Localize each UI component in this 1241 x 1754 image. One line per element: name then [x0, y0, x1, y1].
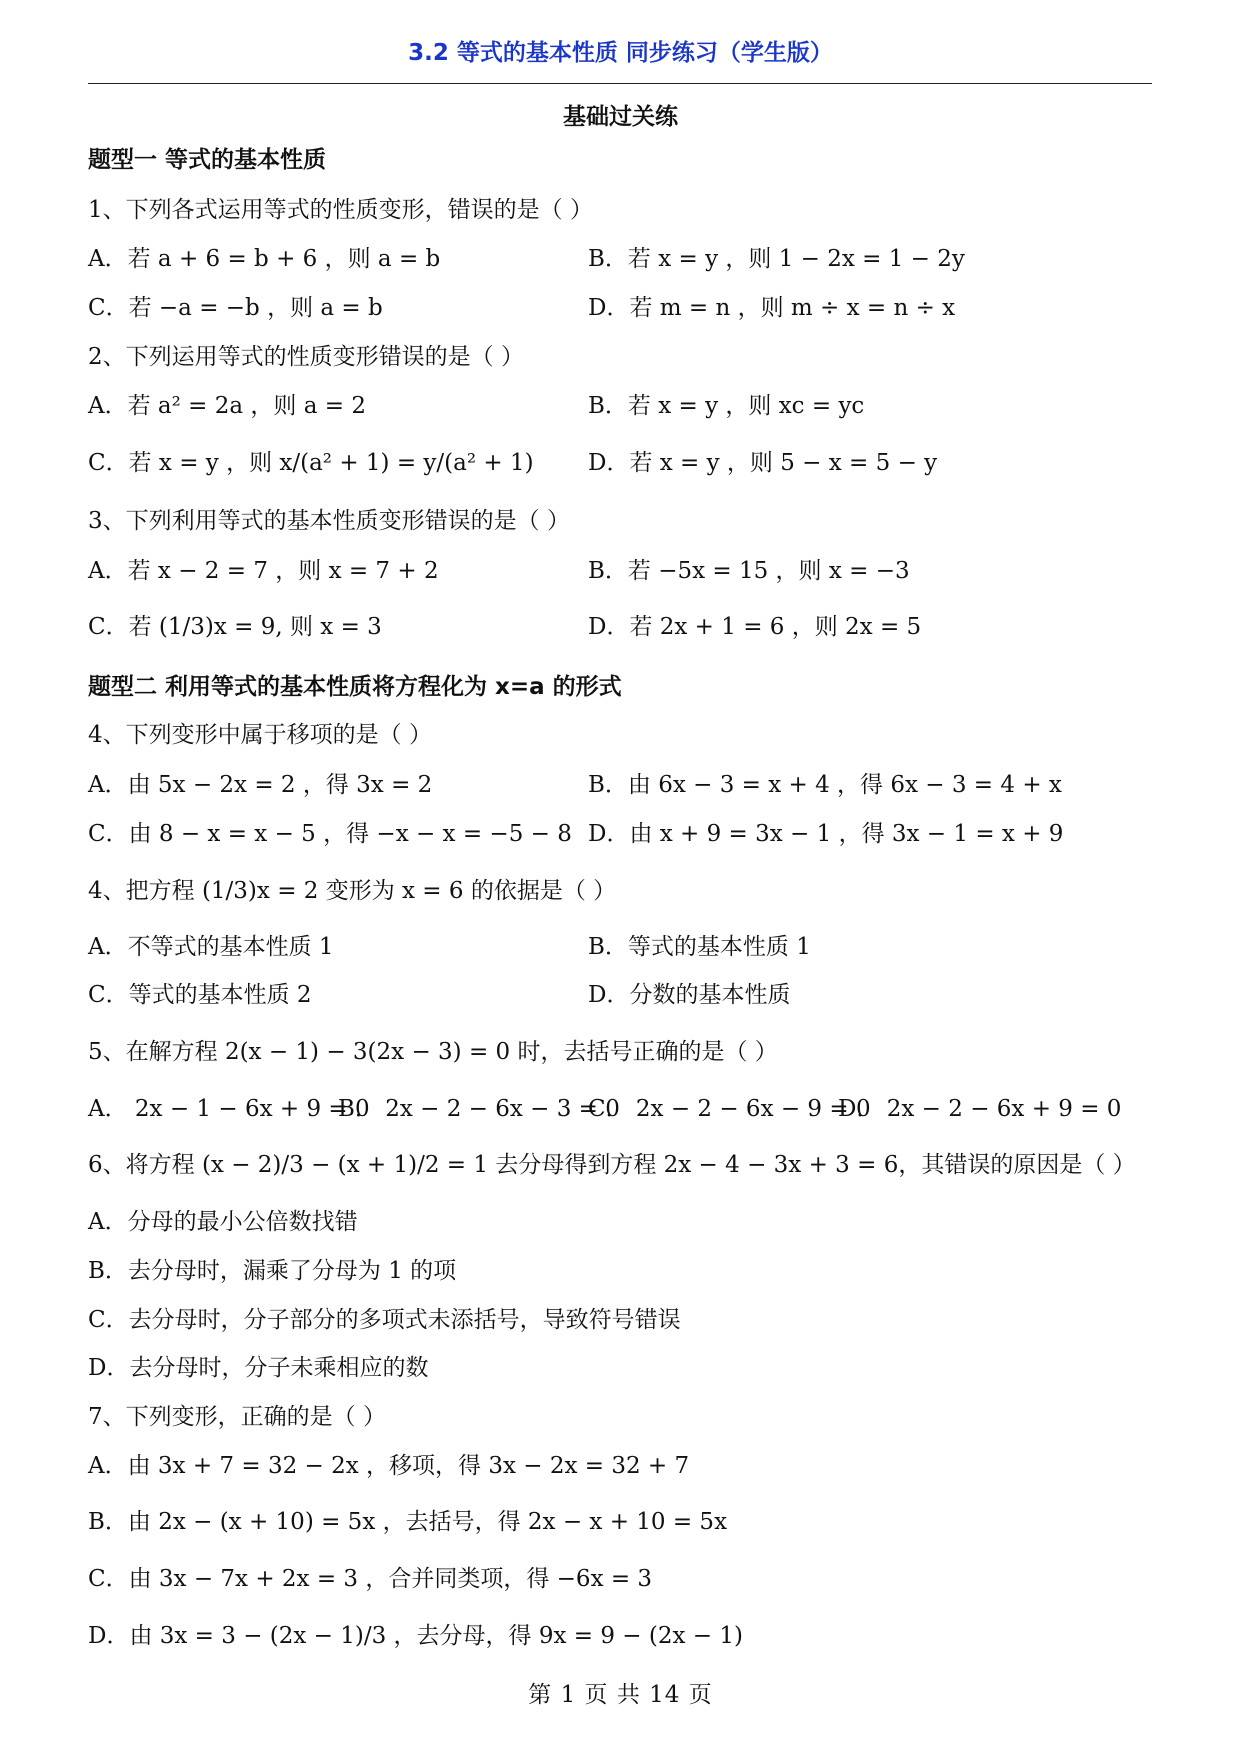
question-7-option-b: B．由 2x − (x + 10) = 5x ，去括号，得 2x − x + 10 = 5x	[88, 1509, 728, 1535]
question-6-option-b: B．去分母时，漏乘了分母为 1 的项	[88, 1258, 457, 1284]
question-6-stem: 6、将方程 (x − 2)/3 − (x + 1)/2 = 1 去分母得到方程 2x − 4 − 3x + 3 = 6，其错误的原因是（ ）	[88, 1152, 1136, 1178]
question-5-option-b: B． 2x − 2 − 6x − 3 = 0	[338, 1096, 620, 1122]
type-heading-1: 题型一 等式的基本性质	[88, 147, 327, 173]
question-4b-option-b: B．等式的基本性质 1	[588, 934, 811, 960]
question-6-option-c: C．去分母时，分子部分的多项式未添括号，导致符号错误	[88, 1307, 681, 1333]
question-7-stem: 7、下列变形，正确的是（ ）	[88, 1404, 386, 1430]
header-rule	[88, 83, 1152, 84]
question-1-option-c: C．若 −a = −b ，则 a = b	[88, 295, 383, 321]
question-4a-option-d: D．由 x + 9 = 3x − 1 ，得 3x − 1 = x + 9	[588, 821, 1064, 847]
question-4a-option-a: A．由 5x − 2x = 2 ，得 3x = 2	[88, 772, 433, 798]
question-1-option-a: A．若 a + 6 = b + 6 ，则 a = b	[88, 246, 441, 272]
question-3-option-a: A．若 x − 2 = 7 ，则 x = 7 + 2	[88, 558, 439, 584]
question-3-stem: 3、下列利用等式的基本性质变形错误的是（ ）	[88, 508, 570, 534]
question-4b-option-d: D．分数的基本性质	[588, 982, 791, 1008]
question-5-option-d: D． 2x − 2 − 6x + 9 = 0	[838, 1096, 1122, 1122]
question-4b-option-c: C．等式的基本性质 2	[88, 982, 312, 1008]
type-heading-2: 题型二 利用等式的基本性质将方程化为 x=a 的形式	[88, 674, 622, 700]
question-4a-stem: 4、下列变形中属于移项的是（ ）	[88, 722, 432, 748]
question-7-option-c: C．由 3x − 7x + 2x = 3 ，合并同类项，得 −6x = 3	[88, 1566, 653, 1592]
question-2-option-a: A．若 a² = 2a ，则 a = 2	[88, 393, 366, 419]
question-2-stem: 2、下列运用等式的性质变形错误的是（ ）	[88, 344, 524, 370]
question-7-option-d: D．由 3x = 3 − (2x − 1)/3 ，去分母，得 9x = 9 − (2x − 1)	[88, 1623, 743, 1649]
question-1-stem: 1、下列各式运用等式的性质变形，错误的是（ ）	[88, 197, 593, 223]
question-3-option-d: D．若 2x + 1 = 6 ，则 2x = 5	[588, 614, 922, 640]
question-2-option-c: C．若 x = y ，则 x/(a² + 1) = y/(a² + 1)	[88, 450, 534, 476]
question-5-stem: 5、在解方程 2(x − 1) − 3(2x − 3) = 0 时，去括号正确的是（ ）	[88, 1039, 778, 1065]
question-4b-stem: 4、把方程 (1/3)x = 2 变形为 x = 6 的依据是（ ）	[88, 878, 617, 904]
question-3-option-b: B．若 −5x = 15 ，则 x = −3	[588, 558, 910, 584]
question-5-option-a: A． 2x − 1 − 6x + 9 = 0	[88, 1096, 370, 1122]
question-2-option-d: D．若 x = y ，则 5 − x = 5 − y	[588, 450, 938, 476]
question-2-option-b: B．若 x = y ，则 xc = yc	[588, 393, 865, 419]
question-4b-option-a: A．不等式的基本性质 1	[88, 934, 334, 960]
question-1-option-d: D．若 m = n ，则 m ÷ x = n ÷ x	[588, 295, 956, 321]
question-6-option-d: D．去分母时，分子未乘相应的数	[88, 1355, 429, 1381]
question-7-option-a: A．由 3x + 7 = 32 − 2x ，移项，得 3x − 2x = 32 + 7	[88, 1453, 690, 1479]
question-4a-option-b: B．由 6x − 3 = x + 4 ，得 6x − 3 = 4 + x	[588, 772, 1062, 798]
header-title: 3.2 等式的基本性质 同步练习（学生版）	[408, 40, 833, 66]
question-5-option-c: C． 2x − 2 − 6x − 9 = 0	[588, 1096, 871, 1122]
section-title: 基础过关练	[563, 104, 678, 130]
question-1-option-b: B．若 x = y ，则 1 − 2x = 1 − 2y	[588, 246, 965, 272]
question-4a-option-c: C．由 8 − x = x − 5 ，得 −x − x = −5 − 8	[88, 821, 572, 847]
page-footer: 第 1 页 共 14 页	[528, 1682, 713, 1708]
question-6-option-a: A．分母的最小公倍数找错	[88, 1209, 358, 1235]
question-3-option-c: C．若 (1/3)x = 9, 则 x = 3	[88, 614, 382, 640]
